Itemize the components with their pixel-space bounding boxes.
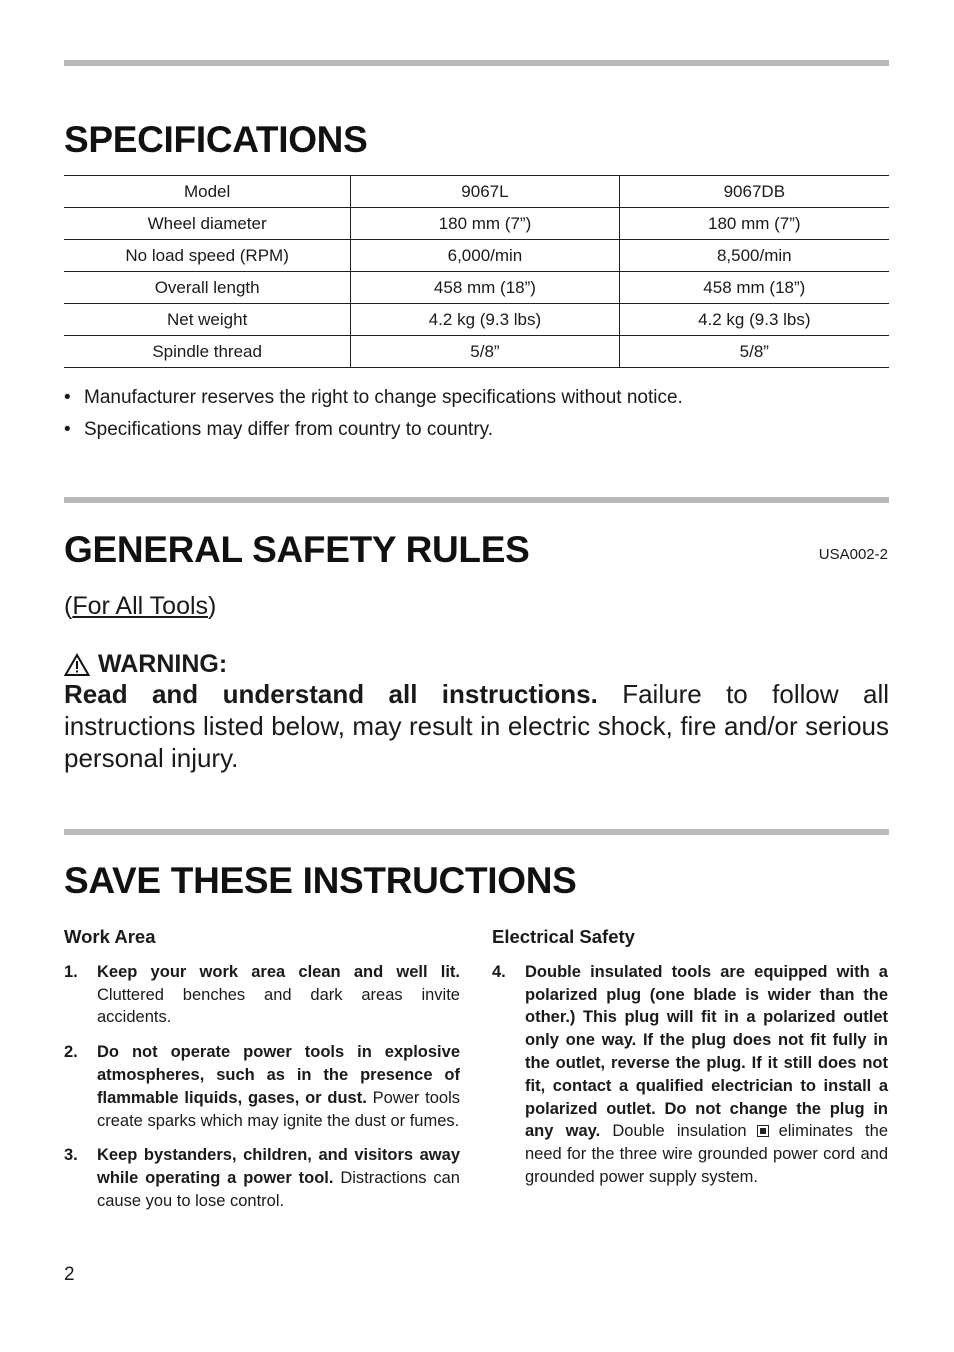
electrical-safety-heading: Electrical Safety: [492, 926, 635, 947]
item-number: 3.: [64, 1146, 78, 1165]
table-cell: 180 mm (7”): [619, 208, 889, 240]
table-cell: 180 mm (7”): [351, 208, 619, 240]
list-item: [64, 961, 460, 1029]
note-text: Manufacturer reserves the right to change specifications without notice.: [84, 387, 683, 408]
table-cell: 4.2 kg (9.3 lbs): [619, 304, 889, 336]
table-row: [64, 240, 889, 272]
table-cell: 4.2 kg (9.3 lbs): [351, 304, 619, 336]
table-cell: Overall length: [64, 272, 351, 304]
table-row: [64, 272, 889, 304]
warning-heading: [64, 650, 227, 679]
table-cell: 6,000/min: [351, 240, 619, 272]
document-id: USA002-2: [818, 546, 888, 563]
table-row: [64, 208, 889, 240]
subtitle-text: For All Tools: [72, 592, 209, 620]
list-item: [64, 1041, 460, 1132]
table-cell: 9067DB: [619, 176, 889, 208]
item-bold-text: Double insulated tools are equipped with a polarized plug (one blade is wider than the other.) This plug will fit in a polarized outlet only one way. If the plug does not fit fully in the outlet, reverse the plug. If it still does not fit, contact a qualified electrician to install a polarized outlet. Do not change the plug in any way.: [525, 962, 888, 1141]
warning-label: WARNING:: [98, 650, 228, 678]
double-insulation-icon: [757, 1125, 769, 1137]
table-cell: 8,500/min: [619, 240, 889, 272]
page-number: 2: [64, 1264, 75, 1285]
list-item: [492, 961, 888, 1189]
subtitle-close: ): [208, 592, 217, 620]
table-cell: 5/8”: [351, 336, 619, 368]
table-cell: 458 mm (18”): [351, 272, 619, 304]
work-area-column: [64, 926, 460, 1225]
specification-notes: [64, 386, 889, 450]
electrical-safety-column: [492, 926, 888, 1201]
note-item: [64, 386, 889, 418]
specifications-table: [64, 175, 889, 368]
item-text: Double insulation: [600, 1122, 747, 1141]
warning-body-text: Failure to follow all instructions listed below, may result in electric shock, fire and/or serious personal injury.: [64, 679, 889, 773]
table-cell: 5/8”: [619, 336, 889, 368]
warning-bold-text: Read and understand all instructions.: [64, 679, 598, 709]
work-area-heading: Work Area: [64, 926, 156, 947]
top-divider: [64, 60, 889, 66]
table-cell: Model: [64, 176, 351, 208]
specifications-title: SPECIFICATIONS: [64, 119, 368, 160]
subtitle: [64, 592, 216, 621]
warning-triangle-icon: [64, 653, 90, 677]
section-divider: [64, 497, 889, 503]
note-item: [64, 418, 889, 450]
item-text: Cluttered benches and dark areas invite accidents.: [97, 985, 460, 1027]
item-text: eliminates the need for the three wire grounded power cord and grounded power supply system.: [525, 1122, 888, 1186]
table-row: [64, 176, 889, 208]
item-number: 1.: [64, 962, 78, 981]
subtitle-open: (: [64, 592, 73, 620]
warning-text: [64, 678, 889, 774]
table-row: [64, 336, 889, 368]
item-bold-text: Keep your work area clean and well lit.: [97, 962, 460, 981]
list-item: [64, 1144, 460, 1212]
bullet: •: [64, 419, 71, 440]
table-cell: No load speed (RPM): [64, 240, 351, 272]
item-bold-text: Keep bystanders, children, and visitors away while operating a power tool.: [97, 1146, 460, 1188]
item-text: Distractions can cause you to lose control.: [97, 1169, 460, 1210]
save-instructions-title: SAVE THESE INSTRUCTIONS: [64, 860, 577, 901]
bullet: •: [64, 387, 71, 408]
table-row: [64, 304, 889, 336]
table-cell: Spindle thread: [64, 336, 351, 368]
item-number: 4.: [492, 962, 506, 981]
item-bold-text: Do not operate power tools in explosive atmospheres, such as in the presence of flammable liquids, gases, or dust.: [97, 1043, 460, 1107]
table-cell: Net weight: [64, 304, 351, 336]
general-safety-title: GENERAL SAFETY RULES: [64, 529, 530, 570]
table-cell: 9067L: [351, 176, 619, 208]
item-number: 2.: [64, 1043, 78, 1062]
note-text: Specifications may differ from country to country.: [84, 419, 494, 440]
table-cell: 458 mm (18”): [619, 272, 889, 304]
item-text: Power tools create sparks which may ignite the dust or fumes.: [97, 1088, 460, 1130]
section-divider: [64, 829, 889, 835]
table-cell: Wheel diameter: [64, 208, 351, 240]
